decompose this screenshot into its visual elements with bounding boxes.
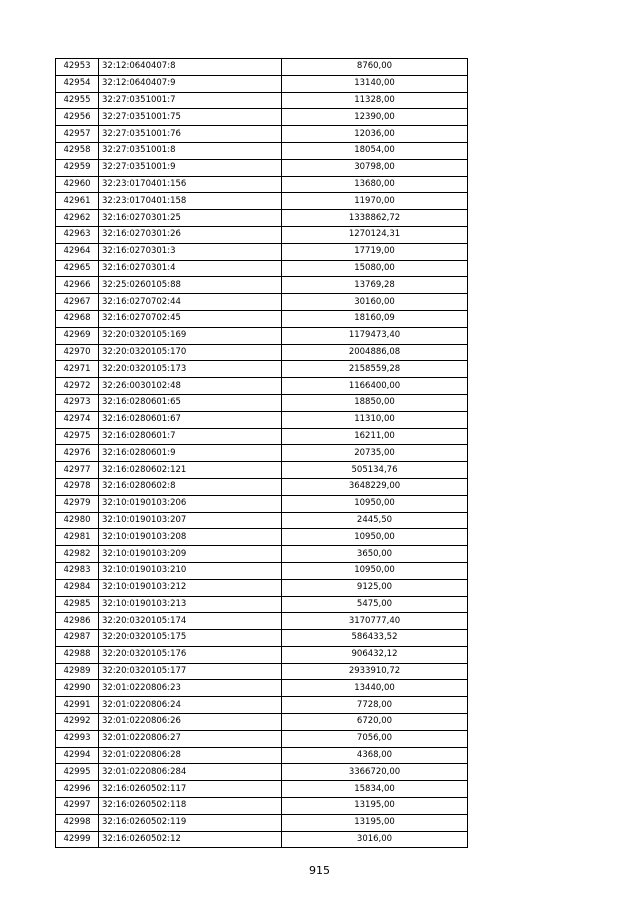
table-row — [56, 781, 468, 798]
table-row — [56, 646, 468, 663]
row-number-cell: 42999 — [56, 831, 99, 848]
cadastral-value-cell: 8760,00 — [282, 59, 468, 76]
cadastral-number-cell: 32:16:0280601:9 — [99, 445, 282, 462]
cadastral-value-cell: 16211,00 — [282, 428, 468, 445]
cadastral-number-cell: 32:01:0220806:27 — [99, 730, 282, 747]
table-row — [56, 764, 468, 781]
table-row — [56, 663, 468, 680]
cadastral-number-cell: 32:23:0170401:156 — [99, 176, 282, 193]
cadastral-value-cell: 1166400,00 — [282, 378, 468, 395]
cadastral-value-cell: 11310,00 — [282, 411, 468, 428]
row-number-cell: 42996 — [56, 781, 99, 798]
cadastral-number-cell: 32:01:0220806:28 — [99, 747, 282, 764]
cadastral-number-cell: 32:27:0351001:76 — [99, 126, 282, 143]
cadastral-value-cell: 13440,00 — [282, 680, 468, 697]
table-row — [56, 243, 468, 260]
cadastral-value-cell: 10950,00 — [282, 529, 468, 546]
table-row — [56, 75, 468, 92]
table-row — [56, 159, 468, 176]
cadastral-number-cell: 32:16:0270301:3 — [99, 243, 282, 260]
cadastral-value-cell: 3170777,40 — [282, 613, 468, 630]
table-row — [56, 226, 468, 243]
row-number-cell: 42975 — [56, 428, 99, 445]
cadastral-number-cell: 32:20:0320105:173 — [99, 361, 282, 378]
row-number-cell: 42984 — [56, 579, 99, 596]
cadastral-number-cell: 32:12:0640407:9 — [99, 75, 282, 92]
cadastral-number-cell: 32:16:0280601:7 — [99, 428, 282, 445]
cadastral-number-cell: 32:16:0270301:4 — [99, 260, 282, 277]
cadastral-number-cell: 32:16:0280601:67 — [99, 411, 282, 428]
row-number-cell: 42983 — [56, 562, 99, 579]
cadastral-value-cell: 3016,00 — [282, 831, 468, 848]
cadastral-value-cell: 13195,00 — [282, 798, 468, 815]
cadastral-value-cell: 1338862,72 — [282, 210, 468, 227]
row-number-cell: 42973 — [56, 394, 99, 411]
table-row — [56, 394, 468, 411]
cadastral-value-cell: 30798,00 — [282, 159, 468, 176]
cadastral-number-cell: 32:16:0270702:45 — [99, 310, 282, 327]
row-number-cell: 42977 — [56, 462, 99, 479]
row-number-cell: 42993 — [56, 730, 99, 747]
cadastral-value-cell: 6720,00 — [282, 714, 468, 731]
table-row — [56, 730, 468, 747]
cadastral-value-cell: 13769,28 — [282, 277, 468, 294]
row-number-cell: 42958 — [56, 142, 99, 159]
cadastral-number-cell: 32:16:0280602:8 — [99, 478, 282, 495]
row-number-cell: 42995 — [56, 764, 99, 781]
table-row — [56, 579, 468, 596]
row-number-cell: 42988 — [56, 646, 99, 663]
table-row — [56, 596, 468, 613]
cadastral-number-cell: 32:10:0190103:213 — [99, 596, 282, 613]
cadastral-value-cell: 12036,00 — [282, 126, 468, 143]
cadastral-value-cell: 505134,76 — [282, 462, 468, 479]
cadastral-value-cell: 18160,09 — [282, 310, 468, 327]
cadastral-number-cell: 32:10:0190103:208 — [99, 529, 282, 546]
cadastral-value-cell: 3650,00 — [282, 546, 468, 563]
row-number-cell: 42963 — [56, 226, 99, 243]
cadastral-value-cell: 7728,00 — [282, 697, 468, 714]
cadastral-number-cell: 32:12:0640407:8 — [99, 59, 282, 76]
cadastral-value-cell: 12390,00 — [282, 109, 468, 126]
cadastral-value-table — [55, 58, 468, 848]
table-row — [56, 714, 468, 731]
cadastral-number-cell: 32:01:0220806:24 — [99, 697, 282, 714]
table-row — [56, 562, 468, 579]
row-number-cell: 42987 — [56, 630, 99, 647]
table-row — [56, 697, 468, 714]
cadastral-value-cell: 10950,00 — [282, 495, 468, 512]
cadastral-value-cell: 17719,00 — [282, 243, 468, 260]
row-number-cell: 42970 — [56, 344, 99, 361]
cadastral-number-cell: 32:20:0320105:170 — [99, 344, 282, 361]
row-number-cell: 42969 — [56, 327, 99, 344]
row-number-cell: 42962 — [56, 210, 99, 227]
cadastral-number-cell: 32:16:0260502:117 — [99, 781, 282, 798]
cadastral-number-cell: 32:20:0320105:177 — [99, 663, 282, 680]
table-row — [56, 462, 468, 479]
row-number-cell: 42961 — [56, 193, 99, 210]
cadastral-value-cell: 4368,00 — [282, 747, 468, 764]
cadastral-number-cell: 32:01:0220806:23 — [99, 680, 282, 697]
table-row — [56, 126, 468, 143]
row-number-cell: 42990 — [56, 680, 99, 697]
row-number-cell: 42991 — [56, 697, 99, 714]
table-row — [56, 193, 468, 210]
row-number-cell: 42959 — [56, 159, 99, 176]
row-number-cell: 42957 — [56, 126, 99, 143]
cadastral-value-cell: 2004886,08 — [282, 344, 468, 361]
cadastral-value-cell: 15080,00 — [282, 260, 468, 277]
row-number-cell: 42967 — [56, 294, 99, 311]
cadastral-value-cell: 2158559,28 — [282, 361, 468, 378]
cadastral-number-cell: 32:01:0220806:284 — [99, 764, 282, 781]
table-row — [56, 176, 468, 193]
row-number-cell: 42992 — [56, 714, 99, 731]
table-row — [56, 378, 468, 395]
table-row — [56, 680, 468, 697]
cadastral-number-cell: 32:27:0351001:7 — [99, 92, 282, 109]
cadastral-number-cell: 32:10:0190103:207 — [99, 512, 282, 529]
table-row — [56, 344, 468, 361]
cadastral-number-cell: 32:27:0351001:8 — [99, 142, 282, 159]
cadastral-value-cell: 13195,00 — [282, 814, 468, 831]
cadastral-value-cell: 30160,00 — [282, 294, 468, 311]
table-row — [56, 798, 468, 815]
table-row — [56, 59, 468, 76]
row-number-cell: 42956 — [56, 109, 99, 126]
table-row — [56, 310, 468, 327]
cadastral-value-cell: 1270124,31 — [282, 226, 468, 243]
cadastral-number-cell: 32:10:0190103:209 — [99, 546, 282, 563]
cadastral-number-cell: 32:10:0190103:212 — [99, 579, 282, 596]
row-number-cell: 42989 — [56, 663, 99, 680]
cadastral-number-cell: 32:23:0170401:158 — [99, 193, 282, 210]
cadastral-number-cell: 32:27:0351001:75 — [99, 109, 282, 126]
row-number-cell: 42982 — [56, 546, 99, 563]
table-row — [56, 277, 468, 294]
cadastral-value-cell: 15834,00 — [282, 781, 468, 798]
table-row — [56, 294, 468, 311]
row-number-cell: 42976 — [56, 445, 99, 462]
table-row — [56, 831, 468, 848]
cadastral-number-cell: 32:16:0260502:118 — [99, 798, 282, 815]
row-number-cell: 42998 — [56, 814, 99, 831]
cadastral-value-cell: 3648229,00 — [282, 478, 468, 495]
table-row — [56, 445, 468, 462]
table-row — [56, 92, 468, 109]
row-number-cell: 42955 — [56, 92, 99, 109]
cadastral-number-cell: 32:20:0320105:175 — [99, 630, 282, 647]
cadastral-number-cell: 32:01:0220806:26 — [99, 714, 282, 731]
row-number-cell: 42972 — [56, 378, 99, 395]
table-row — [56, 260, 468, 277]
cadastral-number-cell: 32:16:0280601:65 — [99, 394, 282, 411]
row-number-cell: 42978 — [56, 478, 99, 495]
table-row — [56, 512, 468, 529]
table-row — [56, 142, 468, 159]
table-row — [56, 630, 468, 647]
cadastral-value-cell: 11328,00 — [282, 92, 468, 109]
cadastral-value-cell: 10950,00 — [282, 562, 468, 579]
table-row — [56, 814, 468, 831]
table-body — [56, 59, 468, 848]
cadastral-value-cell: 13140,00 — [282, 75, 468, 92]
row-number-cell: 42986 — [56, 613, 99, 630]
table-row — [56, 529, 468, 546]
row-number-cell: 42965 — [56, 260, 99, 277]
cadastral-value-cell: 11970,00 — [282, 193, 468, 210]
row-number-cell: 42964 — [56, 243, 99, 260]
cadastral-value-cell: 3366720,00 — [282, 764, 468, 781]
table-row — [56, 109, 468, 126]
table-row — [56, 428, 468, 445]
table-row — [56, 478, 468, 495]
table-row — [56, 613, 468, 630]
cadastral-value-cell: 20735,00 — [282, 445, 468, 462]
table-row — [56, 327, 468, 344]
table-row — [56, 361, 468, 378]
cadastral-number-cell: 32:20:0320105:174 — [99, 613, 282, 630]
row-number-cell: 42966 — [56, 277, 99, 294]
table-row — [56, 495, 468, 512]
cadastral-number-cell: 32:20:0320105:176 — [99, 646, 282, 663]
cadastral-number-cell: 32:16:0260502:12 — [99, 831, 282, 848]
cadastral-value-cell: 7056,00 — [282, 730, 468, 747]
cadastral-number-cell: 32:10:0190103:206 — [99, 495, 282, 512]
row-number-cell: 42960 — [56, 176, 99, 193]
row-number-cell: 42953 — [56, 59, 99, 76]
cadastral-value-cell: 18850,00 — [282, 394, 468, 411]
cadastral-number-cell: 32:16:0270301:25 — [99, 210, 282, 227]
row-number-cell: 42981 — [56, 529, 99, 546]
row-number-cell: 42985 — [56, 596, 99, 613]
table-row — [56, 411, 468, 428]
cadastral-number-cell: 32:27:0351001:9 — [99, 159, 282, 176]
row-number-cell: 42994 — [56, 747, 99, 764]
cadastral-number-cell: 32:20:0320105:169 — [99, 327, 282, 344]
cadastral-number-cell: 32:16:0280602:121 — [99, 462, 282, 479]
cadastral-number-cell: 32:25:0260105:88 — [99, 277, 282, 294]
cadastral-number-cell: 32:26:0030102:48 — [99, 378, 282, 395]
row-number-cell: 42968 — [56, 310, 99, 327]
row-number-cell: 42971 — [56, 361, 99, 378]
cadastral-value-cell: 9125,00 — [282, 579, 468, 596]
cadastral-value-cell: 5475,00 — [282, 596, 468, 613]
row-number-cell: 42974 — [56, 411, 99, 428]
row-number-cell: 42980 — [56, 512, 99, 529]
cadastral-number-cell: 32:16:0260502:119 — [99, 814, 282, 831]
row-number-cell: 42979 — [56, 495, 99, 512]
cadastral-number-cell: 32:10:0190103:210 — [99, 562, 282, 579]
cadastral-value-cell: 906432,12 — [282, 646, 468, 663]
cadastral-number-cell: 32:16:0270702:44 — [99, 294, 282, 311]
cadastral-value-cell: 586433,52 — [282, 630, 468, 647]
row-number-cell: 42997 — [56, 798, 99, 815]
cadastral-value-cell: 13680,00 — [282, 176, 468, 193]
page-number: 915 — [309, 864, 330, 877]
table-row — [56, 210, 468, 227]
cadastral-value-cell: 1179473,40 — [282, 327, 468, 344]
cadastral-value-cell: 2445,50 — [282, 512, 468, 529]
cadastral-value-cell: 2933910,72 — [282, 663, 468, 680]
table-row — [56, 546, 468, 563]
cadastral-value-cell: 18054,00 — [282, 142, 468, 159]
cadastral-number-cell: 32:16:0270301:26 — [99, 226, 282, 243]
table-row — [56, 747, 468, 764]
row-number-cell: 42954 — [56, 75, 99, 92]
